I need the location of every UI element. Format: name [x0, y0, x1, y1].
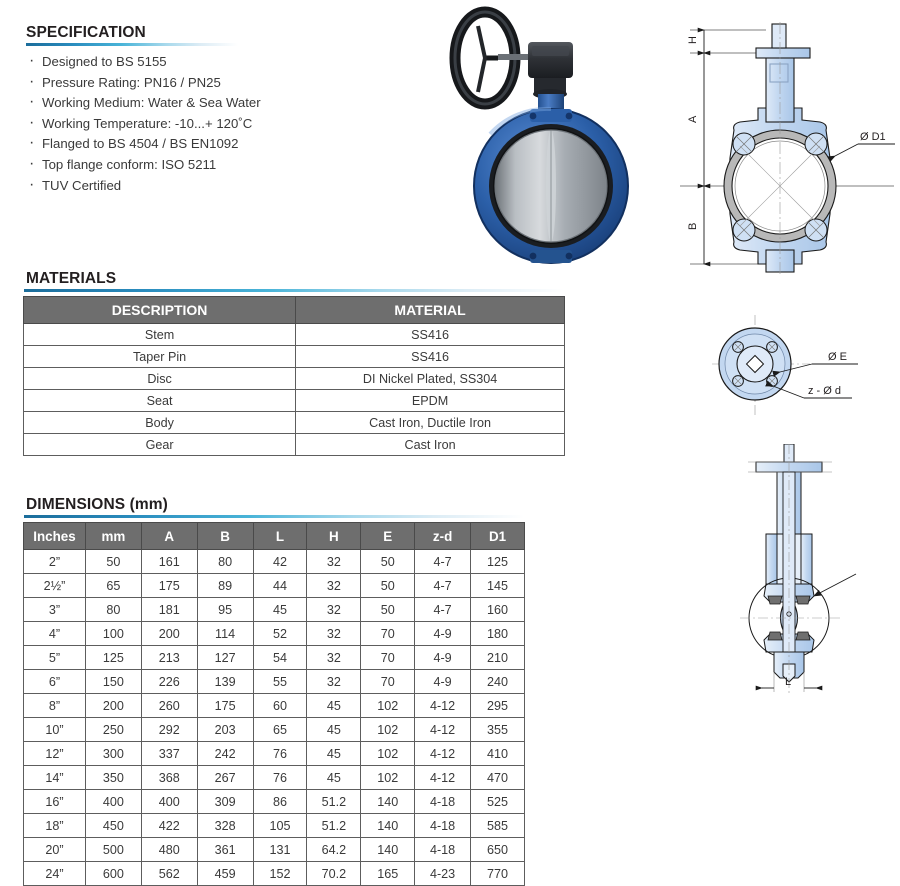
dim-label-h: H — [687, 36, 699, 44]
table-header-row — [24, 297, 565, 324]
dim-cell: 32 — [307, 598, 361, 622]
dim-cell: 400 — [85, 790, 141, 814]
table-row — [24, 646, 525, 670]
spec-item: · Working Temperature: -10...+ 120˚C — [26, 114, 406, 135]
dimensions-header-e: E — [361, 523, 415, 550]
material-value: SS416 — [296, 324, 565, 346]
dim-cell: 125 — [471, 550, 525, 574]
material-value: Cast Iron, Ductile Iron — [296, 412, 565, 434]
dim-cell: 32 — [307, 622, 361, 646]
spec-item: · Top flange conform: ISO 5211 — [26, 155, 406, 176]
dim-cell: 350 — [85, 766, 141, 790]
dim-cell: 152 — [253, 862, 307, 886]
spec-item: · Working Medium: Water & Sea Water — [26, 93, 406, 114]
material-value: SS416 — [296, 346, 565, 368]
dim-cell: 650 — [471, 838, 525, 862]
table-row — [24, 766, 525, 790]
dimensions-table — [23, 522, 525, 886]
product-photo — [420, 6, 670, 272]
dim-cell: 161 — [141, 550, 197, 574]
dim-cell: 102 — [361, 718, 415, 742]
material-value: Cast Iron — [296, 434, 565, 456]
dim-cell: 4-9 — [415, 646, 471, 670]
dim-cell: 210 — [471, 646, 525, 670]
dim-cell: 4-9 — [415, 622, 471, 646]
dim-cell: 4-12 — [415, 766, 471, 790]
table-row — [24, 550, 525, 574]
dim-cell: 76 — [253, 766, 307, 790]
table-row — [24, 346, 565, 368]
table-row — [24, 434, 565, 456]
dim-cell: 213 — [141, 646, 197, 670]
dim-cell: 295 — [471, 694, 525, 718]
dim-cell: 45 — [253, 598, 307, 622]
dim-cell: 4-7 — [415, 550, 471, 574]
spec-item: · Pressure Rating: PN16 / PN25 — [26, 73, 406, 94]
dim-cell: 16” — [24, 790, 86, 814]
material-value: EPDM — [296, 390, 565, 412]
dim-cell: 410 — [471, 742, 525, 766]
dim-cell: 4” — [24, 622, 86, 646]
dim-cell: 125 — [85, 646, 141, 670]
dim-label-a: A — [687, 115, 699, 123]
dim-cell: 175 — [141, 574, 197, 598]
dim-cell: 5” — [24, 646, 86, 670]
dim-cell: 131 — [253, 838, 307, 862]
table-row — [24, 694, 525, 718]
material-description: Stem — [24, 324, 296, 346]
dim-cell: 8” — [24, 694, 86, 718]
dim-label-d1: Ø D1 — [860, 131, 886, 143]
dim-cell: 20” — [24, 838, 86, 862]
dim-cell: 18” — [24, 814, 86, 838]
material-description: Taper Pin — [24, 346, 296, 368]
dim-cell: 45 — [307, 718, 361, 742]
dim-cell: 309 — [197, 790, 253, 814]
dim-cell: 4-23 — [415, 862, 471, 886]
dim-cell: 150 — [85, 670, 141, 694]
dimensions-header-inches: Inches — [24, 523, 86, 550]
dim-cell: 100 — [85, 622, 141, 646]
dim-cell: 4-12 — [415, 694, 471, 718]
dimensions-header-b: B — [197, 523, 253, 550]
dim-cell: 3” — [24, 598, 86, 622]
dim-cell: 200 — [85, 694, 141, 718]
dim-cell: 102 — [361, 766, 415, 790]
dim-cell: 600 — [85, 862, 141, 886]
front-elevation-view — [662, 8, 900, 276]
dim-cell: 267 — [197, 766, 253, 790]
dim-cell: 32 — [307, 550, 361, 574]
dim-cell: 102 — [361, 742, 415, 766]
material-value: DI Nickel Plated, SS304 — [296, 368, 565, 390]
dim-label-e: Ø E — [828, 351, 847, 363]
dim-cell: 300 — [85, 742, 141, 766]
dim-cell: 337 — [141, 742, 197, 766]
table-row — [24, 838, 525, 862]
dimensions-header-d1: D1 — [471, 523, 525, 550]
dim-cell: 250 — [85, 718, 141, 742]
dim-cell: 181 — [141, 598, 197, 622]
dim-cell: 4-7 — [415, 574, 471, 598]
dim-cell: 45 — [307, 742, 361, 766]
materials-header-description: DESCRIPTION — [24, 297, 296, 324]
dim-cell: 2” — [24, 550, 86, 574]
dimensions-header-mm: mm — [85, 523, 141, 550]
material-description: Gear — [24, 434, 296, 456]
dim-cell: 160 — [471, 598, 525, 622]
dim-label-zd: z - Ø d — [808, 385, 842, 397]
dimensions-heading-rule — [24, 515, 524, 518]
dim-cell: 114 — [197, 622, 253, 646]
dim-cell: 2½” — [24, 574, 86, 598]
dim-cell: 32 — [307, 670, 361, 694]
specification-heading: SPECIFICATION — [26, 24, 146, 41]
table-row — [24, 814, 525, 838]
dimensions-header-zd: z-d — [415, 523, 471, 550]
dim-cell: 500 — [85, 838, 141, 862]
spec-item: · Designed to BS 5155 — [26, 52, 406, 73]
dim-cell: 422 — [141, 814, 197, 838]
materials-table — [23, 296, 565, 456]
dim-cell: 585 — [471, 814, 525, 838]
dim-cell: 52 — [253, 622, 307, 646]
material-description: Body — [24, 412, 296, 434]
dim-cell: 4-12 — [415, 742, 471, 766]
dim-cell: 139 — [197, 670, 253, 694]
dim-cell: 102 — [361, 694, 415, 718]
dim-cell: 76 — [253, 742, 307, 766]
table-row — [24, 718, 525, 742]
dim-cell: 4-9 — [415, 670, 471, 694]
dim-cell: 292 — [141, 718, 197, 742]
table-row — [24, 412, 565, 434]
dim-cell: 180 — [471, 622, 525, 646]
dim-cell: 51.2 — [307, 790, 361, 814]
dim-cell: 70 — [361, 646, 415, 670]
dim-label-l: L — [785, 676, 792, 688]
dim-cell: 459 — [197, 862, 253, 886]
top-flange-view — [700, 312, 900, 420]
dim-cell: 32 — [307, 646, 361, 670]
dim-cell: 64.2 — [307, 838, 361, 862]
table-row — [24, 862, 525, 886]
dim-cell: 361 — [197, 838, 253, 862]
dim-cell: 70 — [361, 670, 415, 694]
spec-item: · Flanged to BS 4504 / BS EN1092 — [26, 134, 406, 155]
dim-cell: 105 — [253, 814, 307, 838]
dimensions-heading: DIMENSIONS (mm) — [26, 496, 168, 513]
materials-header-material: MATERIAL — [296, 297, 565, 324]
material-description: Disc — [24, 368, 296, 390]
dim-cell: 368 — [141, 766, 197, 790]
specification-list — [26, 52, 406, 196]
dim-cell: 50 — [85, 550, 141, 574]
dim-cell: 140 — [361, 814, 415, 838]
dim-cell: 200 — [141, 622, 197, 646]
dim-cell: 55 — [253, 670, 307, 694]
table-row — [24, 790, 525, 814]
dim-cell: 70 — [361, 622, 415, 646]
dimensions-header-l: L — [253, 523, 307, 550]
dim-cell: 70.2 — [307, 862, 361, 886]
dim-cell: 770 — [471, 862, 525, 886]
dim-cell: 44 — [253, 574, 307, 598]
dimensions-header-h: H — [307, 523, 361, 550]
specification-heading-rule — [26, 43, 238, 46]
dim-cell: 4-7 — [415, 598, 471, 622]
table-row — [24, 574, 525, 598]
table-row — [24, 622, 525, 646]
dim-cell: 51.2 — [307, 814, 361, 838]
dim-label-b: B — [687, 222, 699, 230]
materials-heading-rule — [24, 289, 564, 292]
dim-cell: 95 — [197, 598, 253, 622]
materials-heading: MATERIALS — [26, 270, 117, 287]
dim-cell: 6” — [24, 670, 86, 694]
dim-cell: 240 — [471, 670, 525, 694]
table-row — [24, 390, 565, 412]
dim-cell: 12” — [24, 742, 86, 766]
dim-cell: 4-18 — [415, 814, 471, 838]
dim-cell: 89 — [197, 574, 253, 598]
dim-cell: 470 — [471, 766, 525, 790]
dim-cell: 86 — [253, 790, 307, 814]
dim-cell: 32 — [307, 574, 361, 598]
dim-cell: 4-18 — [415, 790, 471, 814]
dim-cell: 50 — [361, 550, 415, 574]
dim-cell: 140 — [361, 838, 415, 862]
table-row — [24, 324, 565, 346]
dimensions-header-a: A — [141, 523, 197, 550]
dim-cell: 480 — [141, 838, 197, 862]
dim-cell: 242 — [197, 742, 253, 766]
dim-cell: 127 — [197, 646, 253, 670]
side-section-view — [722, 444, 886, 694]
table-header-row — [24, 523, 525, 550]
dim-cell: 80 — [85, 598, 141, 622]
spec-item: · TUV Certified — [26, 176, 406, 197]
dim-cell: 355 — [471, 718, 525, 742]
table-row — [24, 742, 525, 766]
dim-cell: 14” — [24, 766, 86, 790]
dim-cell: 140 — [361, 790, 415, 814]
dim-cell: 226 — [141, 670, 197, 694]
dim-cell: 24” — [24, 862, 86, 886]
dim-cell: 145 — [471, 574, 525, 598]
dim-cell: 175 — [197, 694, 253, 718]
dim-cell: 562 — [141, 862, 197, 886]
dim-cell: 60 — [253, 694, 307, 718]
dim-cell: 42 — [253, 550, 307, 574]
dim-cell: 54 — [253, 646, 307, 670]
dim-cell: 65 — [253, 718, 307, 742]
material-description: Seat — [24, 390, 296, 412]
dim-cell: 165 — [361, 862, 415, 886]
dim-cell: 400 — [141, 790, 197, 814]
dim-cell: 50 — [361, 574, 415, 598]
dim-cell: 450 — [85, 814, 141, 838]
dim-cell: 203 — [197, 718, 253, 742]
dim-cell: 260 — [141, 694, 197, 718]
dim-cell: 4-18 — [415, 838, 471, 862]
gearbox-housing — [528, 42, 573, 99]
valve-body — [474, 109, 628, 263]
table-row — [24, 368, 565, 390]
table-row — [24, 670, 525, 694]
dim-cell: 45 — [307, 694, 361, 718]
dim-cell: 10” — [24, 718, 86, 742]
dim-cell: 80 — [197, 550, 253, 574]
dim-cell: 65 — [85, 574, 141, 598]
dim-cell: 525 — [471, 790, 525, 814]
dim-cell: 4-12 — [415, 718, 471, 742]
table-row — [24, 598, 525, 622]
dim-cell: 45 — [307, 766, 361, 790]
dim-cell: 328 — [197, 814, 253, 838]
dim-cell: 50 — [361, 598, 415, 622]
